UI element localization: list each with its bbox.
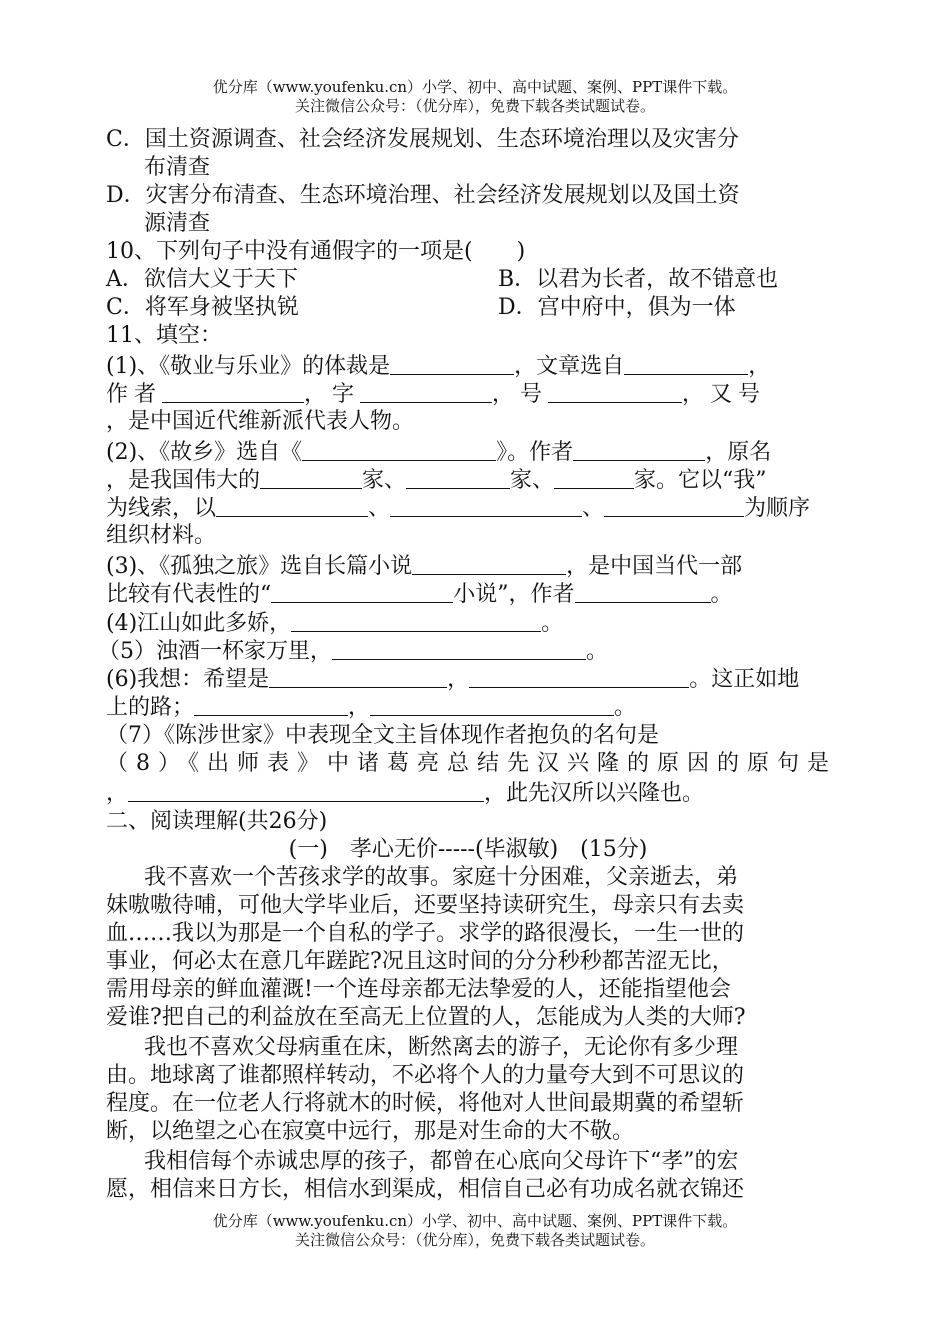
q10-option-c: C．将军身被坚执锐 bbox=[106, 295, 299, 320]
q11-s4-text: 。 bbox=[541, 611, 564, 636]
passage-line: 需用母亲的鲜血灌溉!一个连母亲都无法挚爱的人，还能指望他会 bbox=[106, 977, 731, 1002]
answer-blank[interactable] bbox=[370, 693, 614, 716]
answer-blank[interactable] bbox=[162, 380, 304, 403]
q11-s6-text: ， bbox=[348, 695, 371, 720]
q11-s2-line-3 bbox=[106, 494, 846, 523]
answer-blank[interactable] bbox=[128, 779, 484, 802]
q11-s5 bbox=[98, 637, 838, 666]
q11-s3-text: ，是中国当代一部 bbox=[566, 554, 743, 579]
passage-line: 愿，相信来日方长，相信水到渠成，相信自己必有功成名就衣锦还 bbox=[106, 1177, 745, 1202]
answer-blank[interactable] bbox=[469, 665, 689, 688]
q11-s2-text: 家。它以“我” bbox=[634, 468, 767, 493]
q11-s2-line-1 bbox=[106, 438, 846, 467]
passage-line: 我不喜欢一个苦孩求学的故事。家庭十分困难，父亲逝去，弟 bbox=[144, 865, 739, 890]
q11-s6-text: 上的路； bbox=[106, 695, 195, 720]
answer-blank[interactable] bbox=[260, 466, 362, 489]
q11-s1-line-2 bbox=[106, 380, 846, 409]
q11-s4-text: (4)江山如此多娇， bbox=[106, 611, 292, 636]
q11-s3-line-2 bbox=[106, 580, 846, 609]
passage-line: 血……我以为那是一个自私的学子。求学的路很漫长，一生一世的 bbox=[106, 921, 745, 946]
q11-s3-text: 。 bbox=[710, 582, 733, 607]
q11-s2-text: 为顺序 bbox=[744, 496, 811, 521]
q11-s2-text: 家、 bbox=[362, 468, 407, 493]
q11-s1-line-1 bbox=[106, 352, 846, 381]
answer-blank[interactable] bbox=[291, 609, 541, 632]
q11-s1-text: ，号 bbox=[492, 382, 549, 407]
answer-blank[interactable] bbox=[412, 552, 566, 575]
section-2-heading: 二、阅读理解(共26分) bbox=[106, 809, 328, 834]
q10-option-b: B．以君为长者，故不错意也 bbox=[498, 267, 779, 292]
passage-title: (一) 孝心无价-----(毕淑敏) (15分) bbox=[288, 837, 648, 862]
q11-s8-line-2 bbox=[106, 779, 846, 808]
q11-s1-text: ，又号 bbox=[682, 382, 767, 407]
q11-s2-text: 为线索，以 bbox=[106, 496, 217, 521]
answer-blank[interactable] bbox=[604, 494, 744, 517]
answer-blank[interactable] bbox=[575, 580, 711, 603]
passage-line: 程度。在一位老人行将就木的时候，将他对人世间最期冀的希望斩 bbox=[106, 1091, 745, 1116]
q11-s6-text: ， bbox=[447, 667, 470, 692]
q11-s1-text: (1)、《敬业与乐业》的体裁是 bbox=[106, 354, 391, 379]
q10-stem: 10、下列句子中没有通假字的一项是( ) bbox=[106, 239, 526, 264]
header-line-1: 优分库（www.youfenku.cn）小学、初中、高中试题、案例、PPT课件下载。 bbox=[212, 78, 738, 96]
answer-blank[interactable] bbox=[573, 438, 705, 461]
q11-s2-text: 、 bbox=[582, 496, 605, 521]
answer-blank[interactable] bbox=[406, 466, 510, 489]
passage-line: 断，以绝望之心在寂寞中远行，那是对生命的大不敬。 bbox=[106, 1119, 635, 1144]
answer-blank[interactable] bbox=[302, 438, 496, 461]
q10-options-row-2 bbox=[106, 294, 846, 322]
q11-s8-line-1: （8）《出师表》中诸葛亮总结先汉兴隆的原因的原句是 bbox=[106, 751, 837, 776]
answer-blank[interactable] bbox=[390, 494, 582, 517]
q11-s3-text: 小说”，作者 bbox=[453, 582, 575, 607]
q11-s1-text: ，文章选自 bbox=[514, 354, 625, 379]
q11-s4 bbox=[106, 609, 846, 638]
q9-option-c-line-2: 布清查 bbox=[144, 155, 211, 180]
q11-s1-text: ， bbox=[748, 354, 771, 379]
q11-s3-text: (3)、《孤独之旅》选自长篇小说 bbox=[106, 554, 413, 579]
q11-s1-text: ，字 bbox=[304, 382, 361, 407]
q11-s2-text: 》。作者 bbox=[496, 440, 574, 465]
q11-s2-line-4: 组织材料。 bbox=[106, 523, 217, 548]
passage-line: 我也不喜欢父母病重在床，断然离去的游子，无论你有多少理 bbox=[144, 1035, 739, 1060]
answer-blank[interactable] bbox=[548, 380, 682, 403]
q11-s2-text: 家、 bbox=[510, 468, 555, 493]
q10-options-row-1 bbox=[106, 266, 846, 294]
q11-s1-line-3: ，是中国近代维新派代表人物。 bbox=[106, 409, 415, 434]
q11-s6-text: 。 bbox=[614, 695, 637, 720]
header-line-2: 关注微信公众号：（优分库），免费下载各类试题试卷。 bbox=[294, 97, 655, 115]
q11-s2-text: (2)、《故乡》选自《 bbox=[106, 440, 303, 465]
q11-s7: （7）《陈涉世家》中表现全文主旨体现作者抱负的名句是 bbox=[106, 723, 659, 748]
passage-line: 事业，何必太在意几年蹉跎?况且这时间的分分秒秒都苦涩无比， bbox=[106, 949, 734, 974]
q11-s5-text: 。 bbox=[586, 639, 609, 664]
answer-blank[interactable] bbox=[194, 693, 348, 716]
answer-blank[interactable] bbox=[390, 352, 514, 375]
passage-line: 爱谁?把自己的利益放在至高无上位置的人，怎能成为人类的大师? bbox=[106, 1005, 746, 1030]
answer-blank[interactable] bbox=[216, 494, 368, 517]
q9-option-c-line-1: C．国土资源调查、社会经济发展规划、生态环境治理以及灾害分 bbox=[106, 127, 739, 152]
q9-option-d-line-1: D．灾害分布清查、生态环境治理、社会经济发展规划以及国土资 bbox=[106, 183, 740, 208]
q11-s6-text: 。这正如地 bbox=[689, 667, 800, 692]
q11-s5-text: （5）浊酒一杯家万里， bbox=[98, 639, 332, 664]
q11-s6-line-1 bbox=[106, 665, 846, 694]
passage-line: 由。地球离了谁都照样转动，不必将个人的力量夸大到不可思议的 bbox=[106, 1063, 745, 1088]
answer-blank[interactable] bbox=[624, 352, 748, 375]
q11-s3-text: 比较有代表性的“ bbox=[106, 582, 272, 607]
q10-option-a: A．欲信大义于天下 bbox=[106, 267, 298, 292]
answer-blank[interactable] bbox=[360, 380, 492, 403]
q11-s2-text: ，原名 bbox=[705, 440, 772, 465]
answer-blank[interactable] bbox=[332, 637, 586, 660]
answer-blank[interactable] bbox=[271, 580, 453, 603]
q11-s6-line-2 bbox=[106, 693, 846, 722]
q9-option-d-line-2: 源清查 bbox=[144, 211, 211, 236]
q11-s8-text: ， bbox=[106, 781, 129, 806]
passage-line: 妹嗷嗷待哺，可他大学毕业后，还要坚持读研究生，母亲只有去卖 bbox=[106, 893, 745, 918]
q11-s2-line-2 bbox=[106, 466, 846, 495]
footer-line-1: 优分库（www.youfenku.cn）小学、初中、高中试题、案例、PPT课件下载。 bbox=[212, 1212, 738, 1230]
q11-s3-line-1 bbox=[106, 552, 846, 581]
q11-stem: 11、填空： bbox=[106, 323, 222, 348]
answer-blank[interactable] bbox=[269, 665, 447, 688]
q11-s6-text: (6)我想：希望是 bbox=[106, 667, 270, 692]
passage-line: 我相信每个赤诚忠厚的孩子，都曾在心底向父母许下“孝”的宏 bbox=[144, 1149, 739, 1174]
q11-s2-text: ，是我国伟大的 bbox=[106, 468, 261, 493]
footer-line-2: 关注微信公众号：（优分库），免费下载各类试题试卷。 bbox=[294, 1231, 655, 1249]
answer-blank[interactable] bbox=[554, 466, 634, 489]
q11-s2-text: 、 bbox=[368, 496, 391, 521]
q11-s1-text: 作者 bbox=[106, 382, 163, 407]
q11-s8-text: ，此先汉所以兴隆也。 bbox=[484, 781, 705, 806]
q10-option-d: D．宫中府中，俱为一体 bbox=[498, 295, 736, 320]
